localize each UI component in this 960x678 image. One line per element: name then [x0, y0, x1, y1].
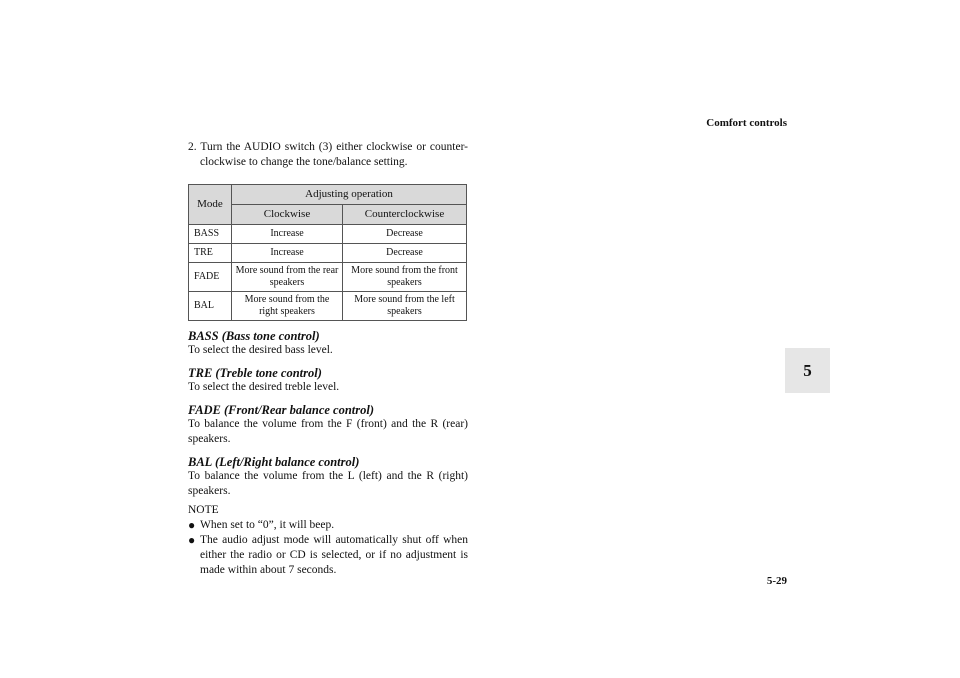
table-row [189, 225, 467, 244]
tone-balance-table [188, 184, 467, 321]
mode-cell: TRE [189, 244, 232, 263]
mode-cell: BAL [189, 292, 232, 321]
table-row [189, 263, 467, 292]
balance-text: To balance the volume from the L (left) and the R (right) speakers. [188, 470, 468, 497]
mode-header: Mode [189, 185, 232, 225]
bass-heading: BASS (Bass tone control) [188, 329, 320, 343]
counterclockwise-cell: Decrease [343, 225, 467, 244]
clockwise-cell: Increase [232, 225, 343, 244]
note-item-text: The audio adjust mode will automatically shut off when either the radio or CD is selected, or if no adjustment is made within about 7 seconds. [200, 534, 468, 576]
mode-cell: BASS [189, 225, 232, 244]
clockwise-header: Clockwise [232, 205, 343, 225]
treble-text: To select the desired treble level. [188, 381, 340, 393]
clockwise-cell: Increase [232, 244, 343, 263]
treble-heading: TRE (Treble tone control) [188, 366, 322, 380]
note-title: NOTE [188, 504, 219, 516]
balance-heading: BAL (Left/Right balance control) [188, 455, 360, 469]
bullet-icon: ● [188, 518, 196, 532]
step-2-text: 2. Turn the AUDIO switch (3) either clockwise or counter-clockwise to change the tone/balance setting. [188, 141, 468, 168]
counterclockwise-cell: Decrease [343, 244, 467, 263]
note-item [188, 533, 468, 578]
table-header-row [189, 185, 467, 205]
bass-text: To select the desired bass level. [188, 344, 333, 356]
table-row [189, 292, 467, 321]
clockwise-cell: More sound from the right speakers [232, 292, 343, 321]
fade-text: To balance the volume from the F (front) and the R (rear) speakers. [188, 418, 468, 445]
chapter-tab [785, 348, 830, 393]
fade-heading: FADE (Front/Rear balance control) [188, 403, 375, 417]
chapter-tab-number: 5 [803, 361, 812, 380]
note-list [188, 518, 468, 578]
note-item [188, 518, 468, 533]
adjusting-operation-header: Adjusting operation [232, 185, 467, 205]
mode-cell: FADE [189, 263, 232, 292]
counterclockwise-header: Counterclockwise [343, 205, 467, 225]
counterclockwise-cell: More sound from the front speakers [343, 263, 467, 292]
table-row [189, 244, 467, 263]
page-content [188, 140, 468, 578]
clockwise-cell: More sound from the rear speakers [232, 263, 343, 292]
bullet-icon: ● [188, 533, 196, 547]
counterclockwise-cell: More sound from the left speakers [343, 292, 467, 321]
page-number: 5-29 [766, 575, 787, 587]
running-header: Comfort controls [706, 117, 787, 129]
note-item-text: When set to “0”, it will beep. [200, 519, 335, 531]
